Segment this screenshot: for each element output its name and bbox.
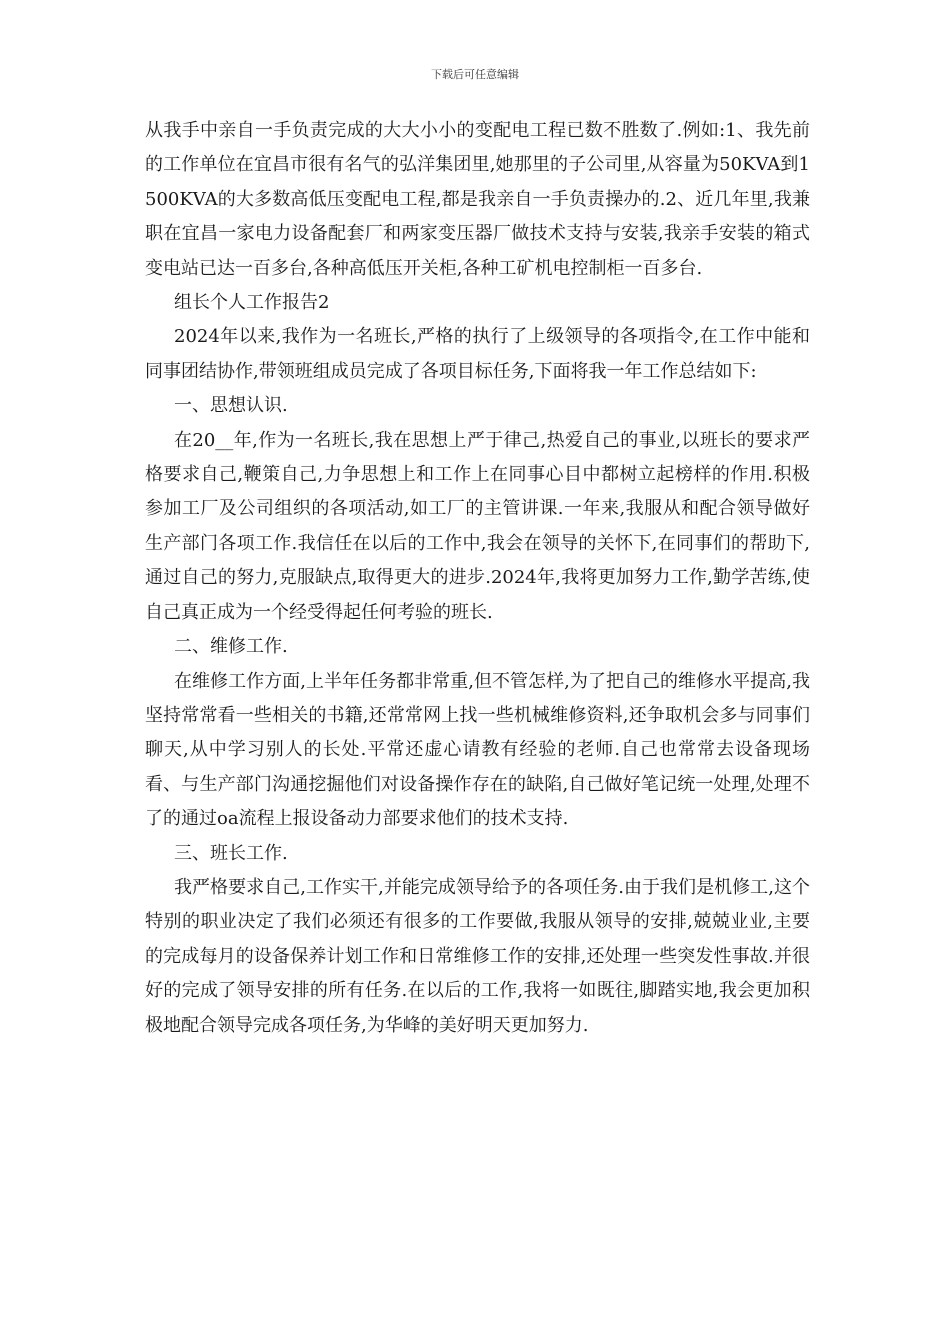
paragraph-1: 从我手中亲自一手负责完成的大大小小的变配电工程已数不胜数了.例如:1、我先前的工作单位在宜昌市很有名气的弘洋集团里,她那里的子公司里,从容量为50KVA到1500KVA的大多数高低压变配电工程,都是我亲自一手负责操办的.2、近几年里,我兼职在宜昌一家电力设备配套厂和两家变压器厂做技术支持与安装,我亲手安装的箱式变电站已达一百多台,各种高低压开关柜,各种工矿机电控制柜一百多台. (145, 120, 810, 279)
heading-thought: 一、思想认识. (174, 395, 288, 417)
paragraph-team-leader: 我严格要求自己,工作实干,并能完成领导给予的各项任务.由于我们是机修工,这个特别的职业决定了我们必须还有很多的工作要做,我服从领导的安排,兢兢业业,主要的完成每月的设备保养计划工作和日常维修工作的安排,还处理一些突发性事故.并很好的完成了领导安排的所有任务.在以后的工作,我将一如既往,脚踏实地,我会更加积极地配合领导完成各项任务,为华峰的美好明天更加努力. (145, 876, 810, 1036)
section-title-report-2: 组长个人工作报告2 (174, 292, 330, 314)
page-header: 下载后可任意编辑 (431, 68, 519, 81)
heading-maintenance: 二、维修工作. (174, 636, 288, 658)
paragraph-maintenance: 在维修工作方面,上半年任务都非常重,但不管怎样,为了把自己的维修水平提高,我坚持常常看一些相关的书籍,还常常网上找一些机械维修资料,还争取机会多与同事们聊天,从中学习别人的长处.平常还虚心请教有经验的老师.自己也常常去设备现场看、与生产部门沟通挖掘他们对设备操作存在的缺陷,自己做好笔记统一处理,处理不了的通过oa流程上报设备动力部要求他们的技术支持. (145, 670, 810, 830)
heading-team-leader: 三、班长工作. (174, 842, 288, 864)
paragraph-intro: 2024年以来,我作为一名班长,严格的执行了上级领导的各项指令,在工作中能和同事团结协作,带领班组成员完成了各项目标任务,下面将我一年工作总结如下: (145, 326, 810, 382)
paragraph-thought: 在20__年,作为一名班长,我在思想上严于律己,热爱自己的事业,以班长的要求严格要求自己,鞭策自己,力争思想上和工作上在同事心目中都树立起榜样的作用.积极参加工厂及公司组织的各项活动,如工厂的主管讲课.一年来,我服从和配合领导做好生产部门各项工作.我信任在以后的工作中,我会在领导的关怀下,在同事们的帮助下,通过自己的努力,克服缺点,取得更大的进步.2024年,我将更加努力工作,勤学苦练,使自己真正成为一个经受得起任何考验的班长. (145, 429, 810, 623)
document-body (145, 114, 810, 1043)
